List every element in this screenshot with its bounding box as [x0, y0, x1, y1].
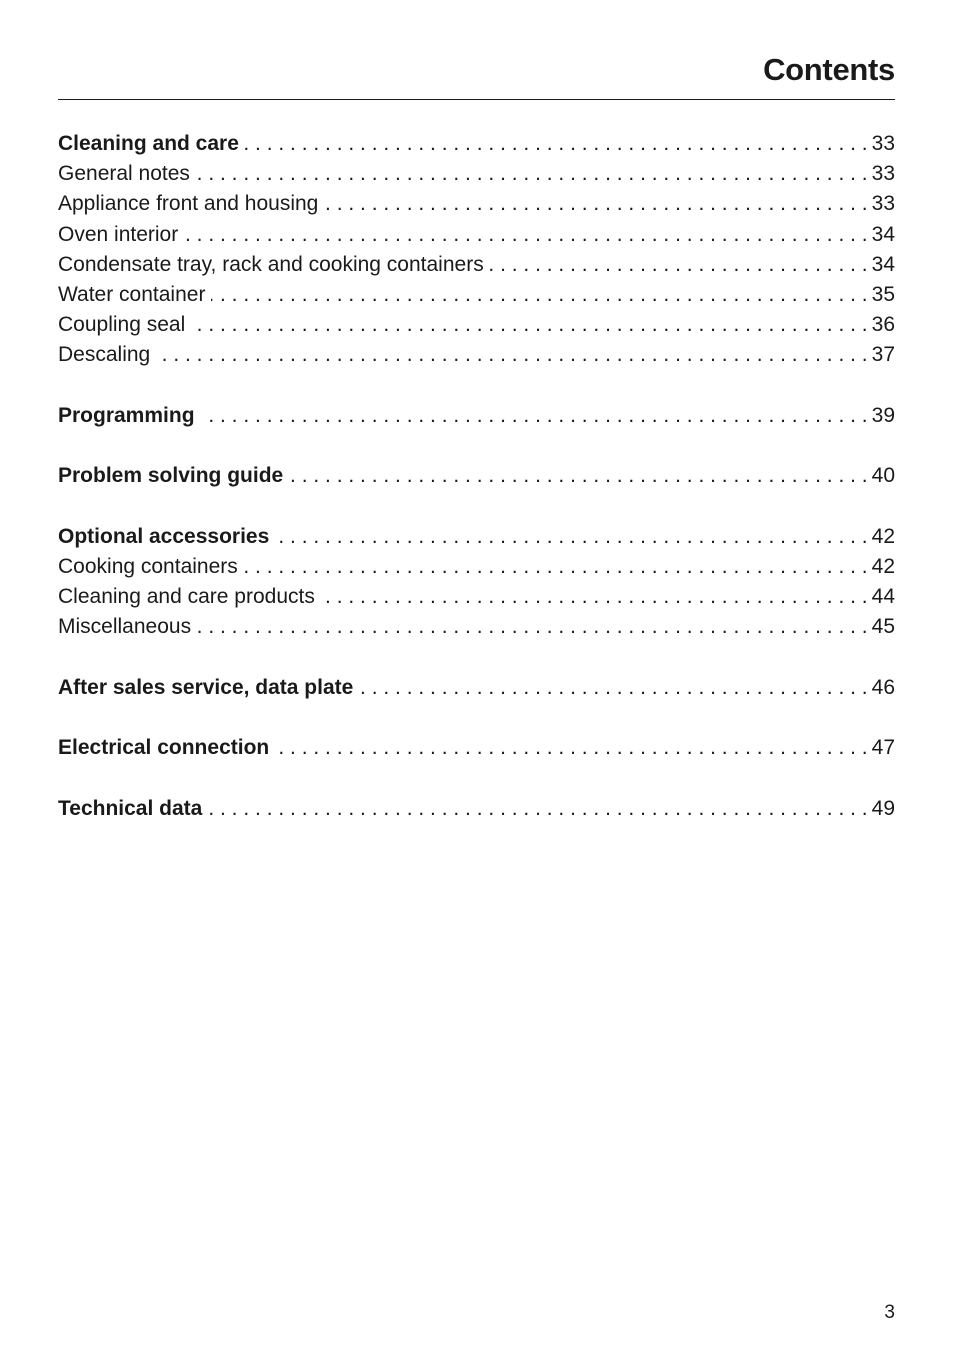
toc-entry-page: 37	[871, 343, 895, 367]
toc-group	[58, 129, 895, 371]
toc-entry-label: Technical data	[58, 796, 203, 820]
toc-dot-leader	[245, 129, 868, 159]
toc-section-entry[interactable]	[58, 401, 895, 431]
toc-section-entry[interactable]	[58, 794, 895, 824]
toc-entry-label: Miscellaneous	[58, 615, 192, 639]
toc-entry-label: General notes	[58, 162, 190, 186]
toc-dot-leader	[197, 612, 868, 642]
toc-entry-label: Electrical connection	[58, 736, 270, 760]
toc-group	[58, 461, 895, 491]
toc-dot-leader	[201, 401, 868, 431]
toc-subsection-entry[interactable]	[58, 220, 895, 250]
toc-subsection-entry[interactable]	[58, 159, 895, 189]
toc-entry-label: After sales service, data plate	[58, 675, 354, 699]
toc-entry-label: Water container	[58, 282, 206, 306]
toc-dot-leader	[196, 159, 868, 189]
toc-group	[58, 794, 895, 824]
toc-dot-leader	[244, 552, 868, 582]
toc-section-entry[interactable]	[58, 129, 895, 159]
toc-entry-label: Problem solving guide	[58, 464, 284, 488]
toc-entry-label: Cooking containers	[58, 554, 238, 578]
toc-dot-leader	[324, 189, 867, 219]
toc-dot-leader	[211, 280, 867, 310]
toc-subsection-entry[interactable]	[58, 310, 895, 340]
toc-entry-label: Cleaning and care	[58, 132, 239, 155]
toc-entry-label: Optional accessories	[58, 524, 270, 548]
toc-group	[58, 522, 895, 643]
toc-entry-page: 33	[871, 132, 895, 155]
page-number: 3	[884, 1302, 895, 1323]
title-divider	[58, 99, 895, 100]
toc-entry-page: 34	[871, 252, 895, 276]
toc-entry-label: Descaling	[58, 343, 151, 367]
toc-subsection-entry[interactable]	[58, 189, 895, 219]
toc-section-entry[interactable]	[58, 673, 895, 703]
toc-section-entry[interactable]	[58, 733, 895, 763]
toc-dot-leader	[490, 250, 868, 280]
toc-entry-page: 33	[871, 192, 895, 216]
toc-section-entry[interactable]	[58, 522, 895, 552]
toc-group	[58, 673, 895, 703]
toc-dot-leader	[275, 733, 867, 763]
toc-entry-page: 46	[871, 675, 895, 699]
toc-entry-page: 47	[871, 736, 895, 760]
toc-entry-label: Cleaning and care products	[58, 585, 315, 609]
toc-dot-leader	[184, 220, 867, 250]
toc-dot-leader	[156, 340, 867, 370]
toc-entry-label: Programming	[58, 403, 195, 427]
toc-entry-page: 34	[871, 222, 895, 246]
toc-entry-page: 36	[871, 313, 895, 337]
toc-dot-leader	[359, 673, 867, 703]
toc-entry-page: 49	[871, 796, 895, 820]
toc-dot-leader	[208, 794, 867, 824]
page-title: Contents	[763, 52, 895, 87]
toc-dot-leader	[275, 522, 867, 552]
toc-entry-page: 33	[871, 162, 895, 186]
table-of-contents	[58, 129, 895, 854]
toc-group	[58, 401, 895, 431]
toc-entry-page: 35	[871, 282, 895, 306]
toc-entry-page: 45	[871, 615, 895, 639]
toc-subsection-entry[interactable]	[58, 340, 895, 370]
toc-entry-page: 42	[871, 524, 895, 548]
toc-entry-label: Coupling seal	[58, 313, 186, 337]
toc-entry-page: 42	[871, 554, 895, 578]
toc-subsection-entry[interactable]	[58, 280, 895, 310]
toc-entry-label: Condensate tray, rack and cooking containers	[58, 252, 484, 276]
toc-entry-page: 39	[871, 403, 895, 427]
toc-entry-label: Appliance front and housing	[58, 192, 319, 216]
toc-subsection-entry[interactable]	[58, 612, 895, 642]
toc-subsection-entry[interactable]	[58, 552, 895, 582]
toc-entry-page: 44	[871, 585, 895, 609]
toc-entry-label: Oven interior	[58, 222, 179, 246]
toc-dot-leader	[321, 582, 868, 612]
toc-section-entry[interactable]	[58, 461, 895, 491]
toc-entry-page: 40	[871, 464, 895, 488]
toc-dot-leader	[191, 310, 867, 340]
toc-dot-leader	[289, 461, 867, 491]
toc-group	[58, 733, 895, 763]
toc-subsection-entry[interactable]	[58, 582, 895, 612]
toc-subsection-entry[interactable]	[58, 250, 895, 280]
